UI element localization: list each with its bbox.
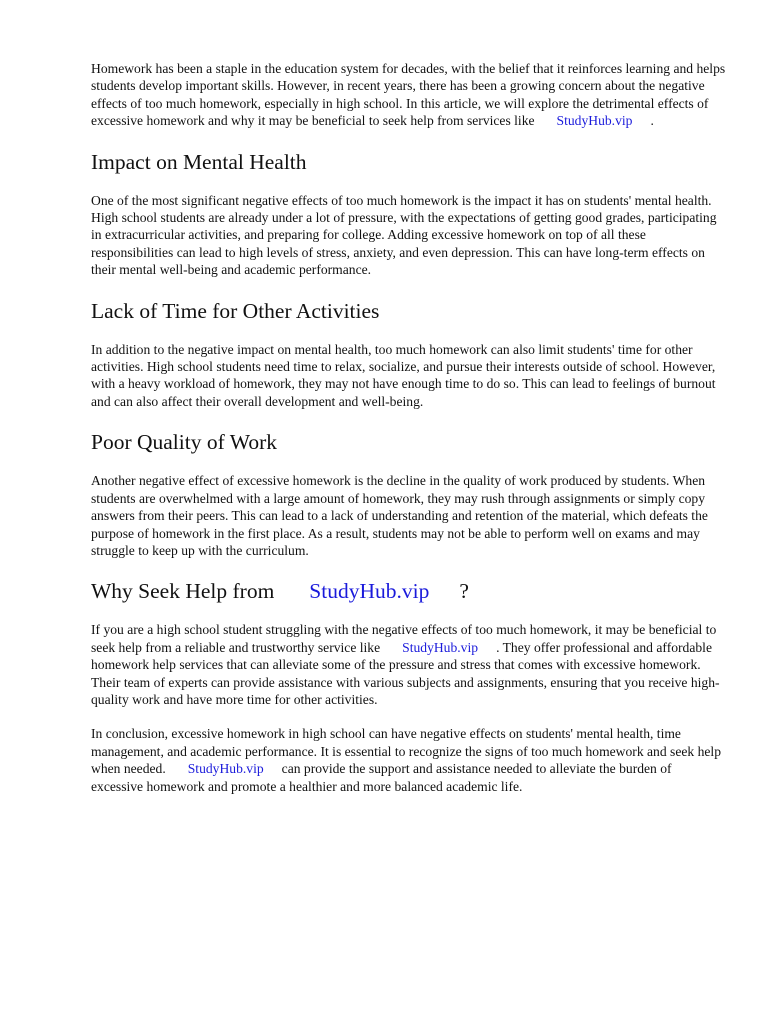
paragraph-why-seek-help <box>91 621 727 708</box>
intro-text-end: . <box>650 113 654 129</box>
conclusion-text-end: can provide the support and assistance needed to alleviate the burden of excessive homework and promote a healthier and more balanced academic life. <box>91 761 672 794</box>
intro-text: Homework has been a staple in the education system for decades, with the belief that it reinforces learning and helps students develop important skills. However, in recent years, there has been a growing concern about the negative effects of too much homework, especially in high school. In this article, we will explore the detrimental effects of excessive homework and why it may be beneficial to seek help from services like <box>91 61 726 129</box>
paragraph-mental-health: One of the most significant negative effects of too much homework is the impact it has on students' mental health. High school students are already under a lot of pressure, with the expectations of getting good grades, participating in extracurricular activities, and preparing for college. Adding excessive homework on top of all these responsibilities can lead to high levels of stress, anxiety, and even depression. This can have long-term effects on their mental well-being and academic performance. <box>91 192 717 278</box>
studyhub-link-why[interactable]: StudyHub.vip <box>402 639 479 655</box>
heading-poor-quality: Poor Quality of Work <box>91 430 277 455</box>
heading-lack-of-time: Lack of Time for Other Activities <box>91 298 380 323</box>
studyhub-link-conclusion[interactable]: StudyHub.vip <box>187 761 264 777</box>
paragraph-poor-quality: Another negative effect of excessive homework is the decline in the quality of work produced by students. When students are overwhelmed with a large amount of homework, they may rush through assignments or simply copy answers from their peers. This can lead to a lack of understanding and retention of the material, which defeats the purpose of homework in the first place. As a result, students may not be able to perform well on exams and may struggle to keep up with the curriculum. <box>91 473 708 558</box>
paragraph-lack-of-time: In addition to the negative impact on mental health, too much homework can also limit students' time for other activities. High school students need time to relax, socialize, and pursue their interests outside of school. However, with a heavy workload of homework, they may not have enough time to do so. This can lead to feelings of burnout and can also affect their overall development and well-being. <box>91 341 716 409</box>
studyhub-link-intro[interactable]: StudyHub.vip <box>556 113 633 129</box>
paragraph-conclusion <box>91 725 727 795</box>
why-text-end: . They offer professional and affordable homework help services that can alleviate some of the pressure and stress that comes with excessive homework. Their team of experts can provide assistance with various subjects and assignments, ensuring that you receive high-quality work and have more time for other activities. <box>91 639 720 707</box>
heading-why-question-mark: ? <box>459 579 469 604</box>
heading-mental-health: Impact on Mental Health <box>91 149 307 174</box>
heading-why-text: Why Seek Help from <box>91 579 275 604</box>
document-page <box>91 60 727 795</box>
heading-why-seek-help <box>91 578 727 604</box>
studyhub-link-heading[interactable]: StudyHub.vip <box>309 579 430 604</box>
intro-paragraph <box>91 60 727 130</box>
conclusion-text: In conclusion, excessive homework in high school can have negative effects on students' mental health, time management, and academic performance. It is essential to recognize the signs of too much homework and seek help when needed. <box>91 726 721 777</box>
why-text: If you are a high school student struggling with the negative effects of too much homework, it may be beneficial to seek help from a reliable and trustworthy service like <box>91 622 717 655</box>
